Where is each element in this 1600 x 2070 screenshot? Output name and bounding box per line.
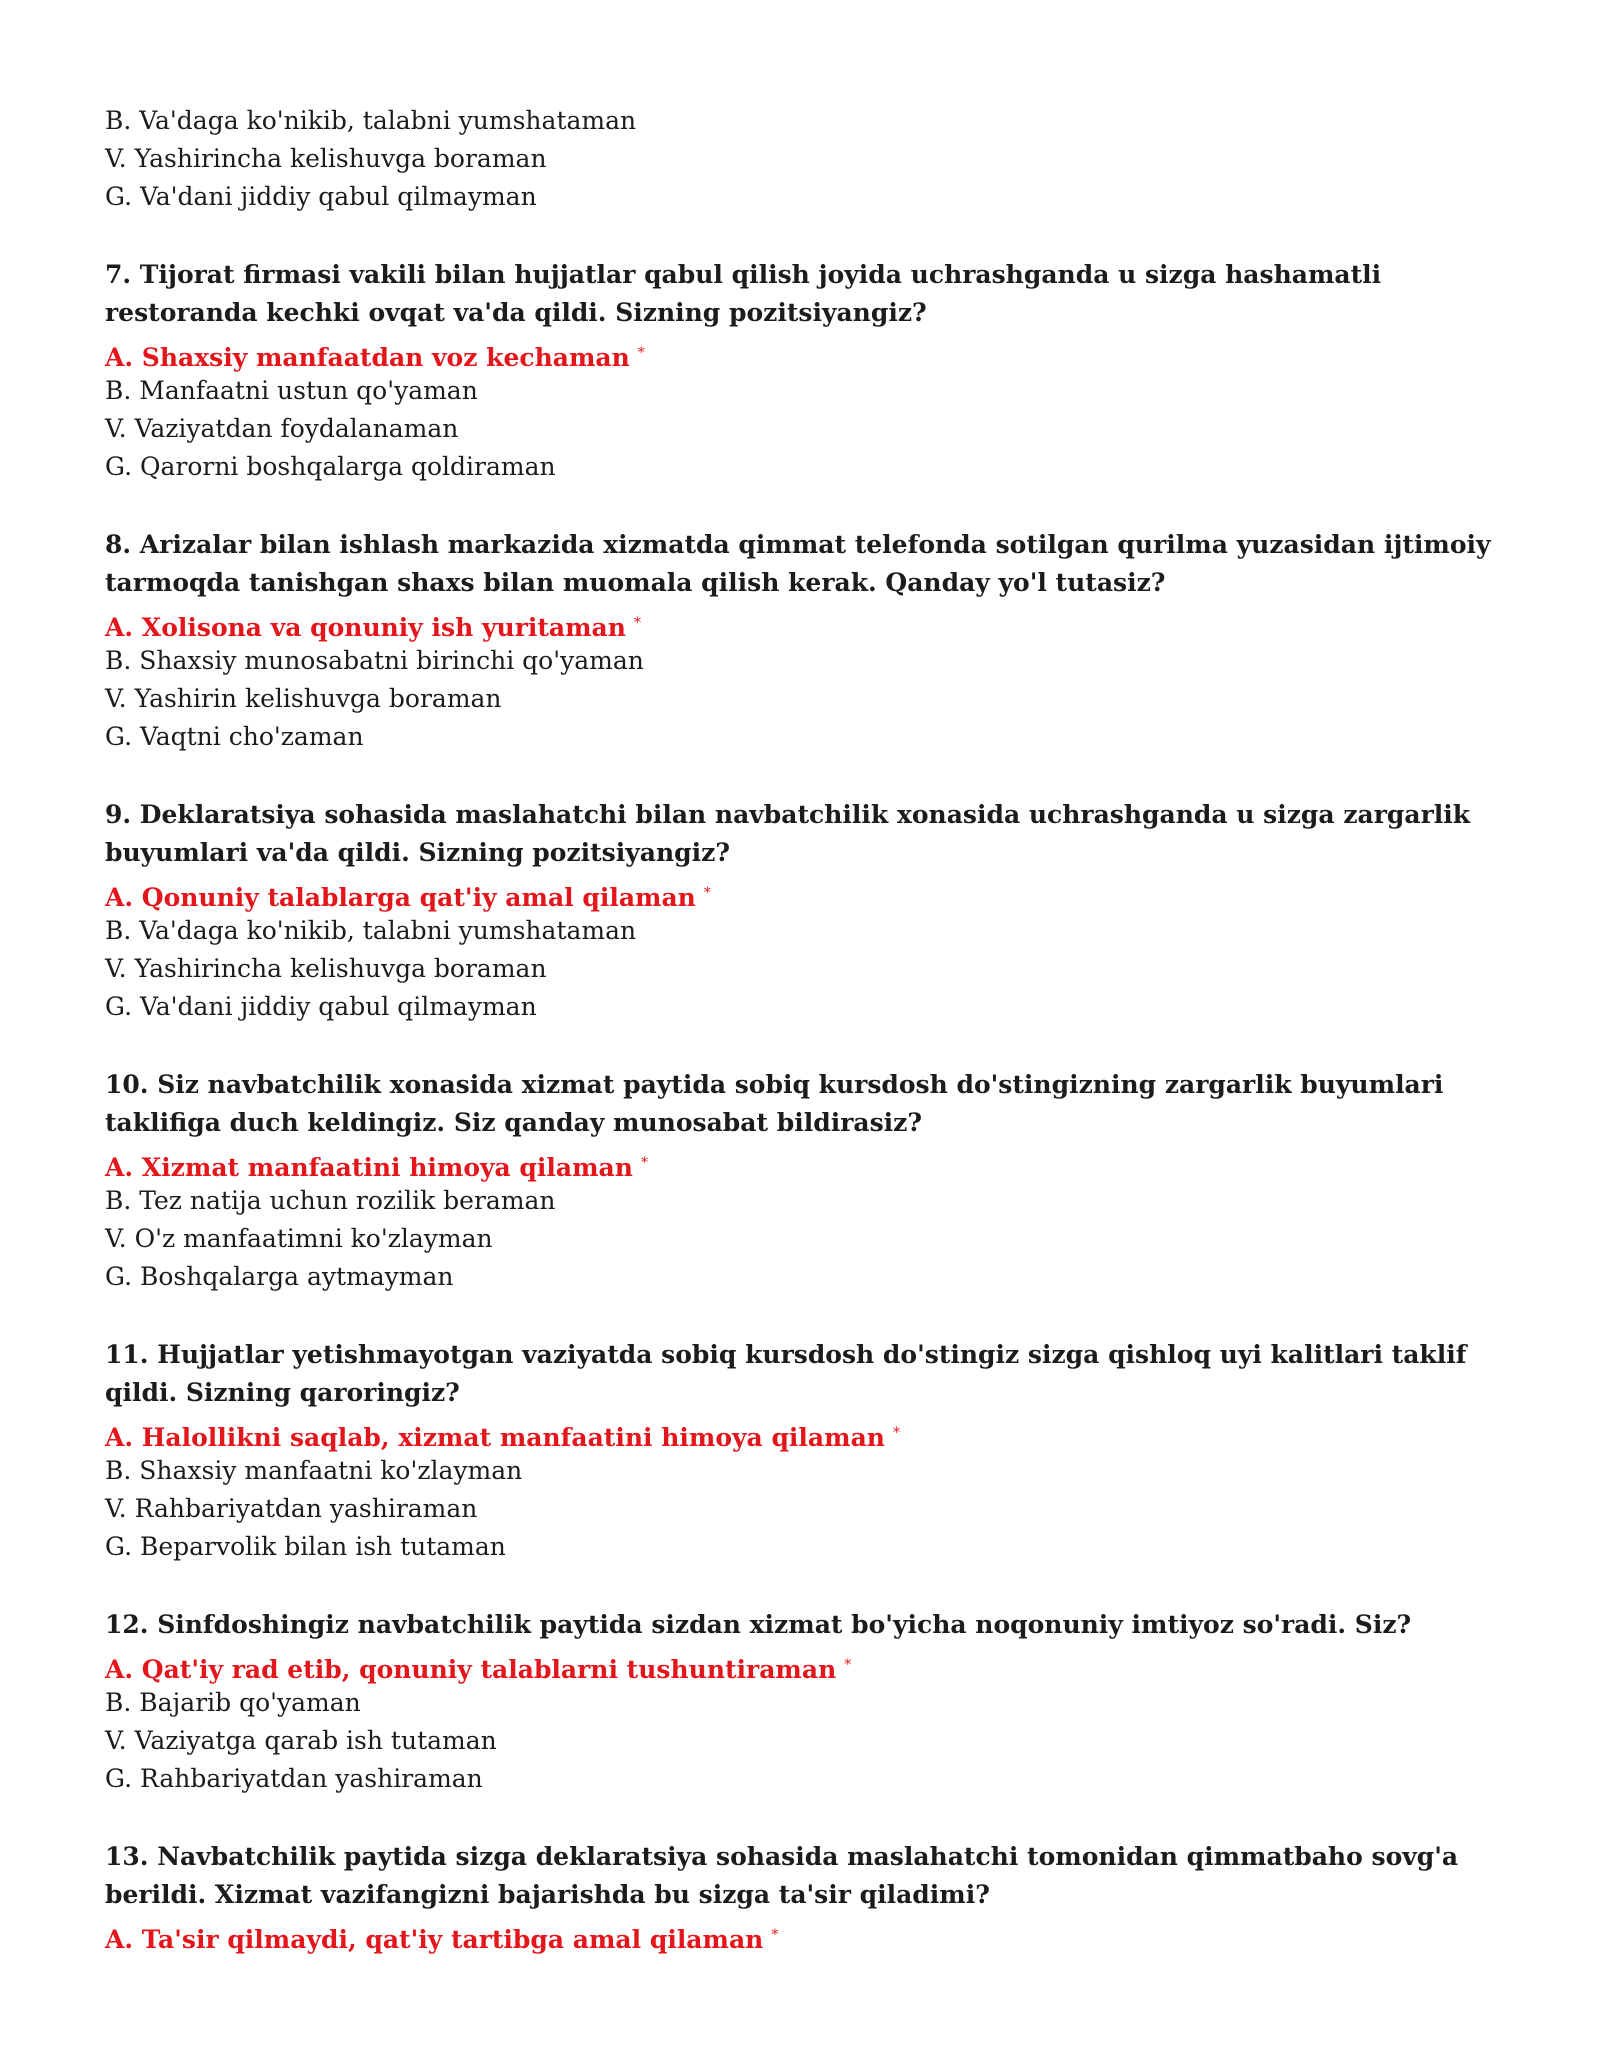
option: G. Rahbariyatdan yashiraman (105, 1764, 483, 1793)
answer-text: A. Ta'sir qilmaydi, qat'iy tartibga amal qilaman (105, 1925, 764, 1954)
correct-answer (105, 1414, 1505, 1452)
quiz-page (105, 102, 1505, 1994)
correct-answer (105, 1916, 1505, 1954)
question-text: 10. Siz navbatchilik xonasida xizmat paytida sobiq kursdosh do'stingizning zargarlik buyumlari taklifiga duch keldingiz. Siz qanday munosabat bildirasiz? (105, 1070, 1444, 1137)
correct-answer (105, 1646, 1505, 1684)
option: B. Va'daga ko'nikib, talabni yumshataman (105, 106, 637, 135)
question-text: 7. Tijorat firmasi vakili bilan hujjatlar qabul qilish joyida uchrashganda u sizga hashamatli restoranda kechki ovqat va'da qildi. Sizning pozitsiyangiz? (105, 260, 1382, 327)
answer-marker: * (633, 615, 641, 631)
option: V. Vaziyatga qarab ish tutaman (105, 1726, 497, 1755)
answer-marker: * (637, 345, 645, 361)
answer-text: A. Qonuniy talablarga qat'iy amal qilaman (105, 883, 696, 912)
question-text: 12. Sinfdoshingiz navbatchilik paytida sizdan xizmat bo'yicha noqonuniy imtiyoz so'radi. Siz? (105, 1610, 1412, 1639)
correct-answer (105, 334, 1505, 372)
question-block (105, 1066, 1505, 1296)
correct-answer (105, 1144, 1505, 1182)
option: G. Boshqalarga aytmayman (105, 1262, 454, 1291)
question-block (105, 796, 1505, 1026)
option: B. Bajarib qo'yaman (105, 1688, 361, 1717)
answer-text: A. Xizmat manfaatini himoya qilaman (105, 1153, 633, 1182)
option: V. Yashirincha kelishuvga boraman (105, 144, 547, 173)
correct-answer (105, 874, 1505, 912)
option: B. Tez natija uchun rozilik beraman (105, 1186, 556, 1215)
question-text: 13. Navbatchilik paytida sizga deklaratsiya sohasida maslahatchi tomonidan qimmatbaho sovg'a berildi. Xizmat vazifangizni bajarishda bu sizga ta'sir qiladimi? (105, 1842, 1459, 1909)
question-block (105, 1838, 1505, 1954)
question-text: 9. Deklaratsiya sohasida maslahatchi bilan navbatchilik xonasida uchrashganda u sizga zargarlik buyumlari va'da qildi. Sizning pozitsiyangiz? (105, 800, 1471, 867)
option: G. Qarorni boshqalarga qoldiraman (105, 452, 556, 481)
question-block (105, 1336, 1505, 1566)
question-text: 8. Arizalar bilan ishlash markazida xizmatda qimmat telefonda sotilgan qurilma yuzasidan ijtimoiy tarmoqda tanishgan shaxs bilan muomala qilish kerak. Qanday yo'l tutasiz? (105, 530, 1491, 597)
answer-marker: * (892, 1425, 900, 1441)
question-text: 11. Hujjatlar yetishmayotgan vaziyatda sobiq kursdosh do'stingiz sizga qishloq uyi kalitlari taklif qildi. Sizning qaroringiz? (105, 1340, 1467, 1407)
option: B. Shaxsiy manfaatni ko'zlayman (105, 1456, 523, 1485)
question-block (105, 526, 1505, 756)
answer-marker: * (844, 1657, 852, 1673)
answer-text: A. Xolisona va qonuniy ish yuritaman (105, 613, 626, 642)
answer-text: A. Qat'iy rad etib, qonuniy talablarni tushuntiraman (105, 1655, 837, 1684)
option: V. Vaziyatdan foydalanaman (105, 414, 459, 443)
option: B. Shaxsiy munosabatni birinchi qo'yaman (105, 646, 644, 675)
answer-text: A. Halollikni saqlab, xizmat manfaatini himoya qilaman (105, 1423, 885, 1452)
option: B. Manfaatni ustun qo'yaman (105, 376, 478, 405)
answer-marker: * (771, 1927, 779, 1943)
option: G. Va'dani jiddiy qabul qilmayman (105, 992, 537, 1021)
answer-marker: * (640, 1155, 648, 1171)
answer-marker: * (703, 885, 711, 901)
option: B. Va'daga ko'nikib, talabni yumshataman (105, 916, 637, 945)
option: V. O'z manfaatimni ko'zlayman (105, 1224, 493, 1253)
correct-answer (105, 604, 1505, 642)
previous-question-options (105, 102, 1505, 216)
option: G. Beparvolik bilan ish tutaman (105, 1532, 506, 1561)
question-block (105, 256, 1505, 486)
option: G. Vaqtni cho'zaman (105, 722, 364, 751)
option: V. Yashirin kelishuvga boraman (105, 684, 502, 713)
option: V. Rahbariyatdan yashiraman (105, 1494, 478, 1523)
option: V. Yashirincha kelishuvga boraman (105, 954, 547, 983)
option: G. Va'dani jiddiy qabul qilmayman (105, 182, 537, 211)
answer-text: A. Shaxsiy manfaatdan voz kechaman (105, 343, 630, 372)
question-block (105, 1606, 1505, 1798)
